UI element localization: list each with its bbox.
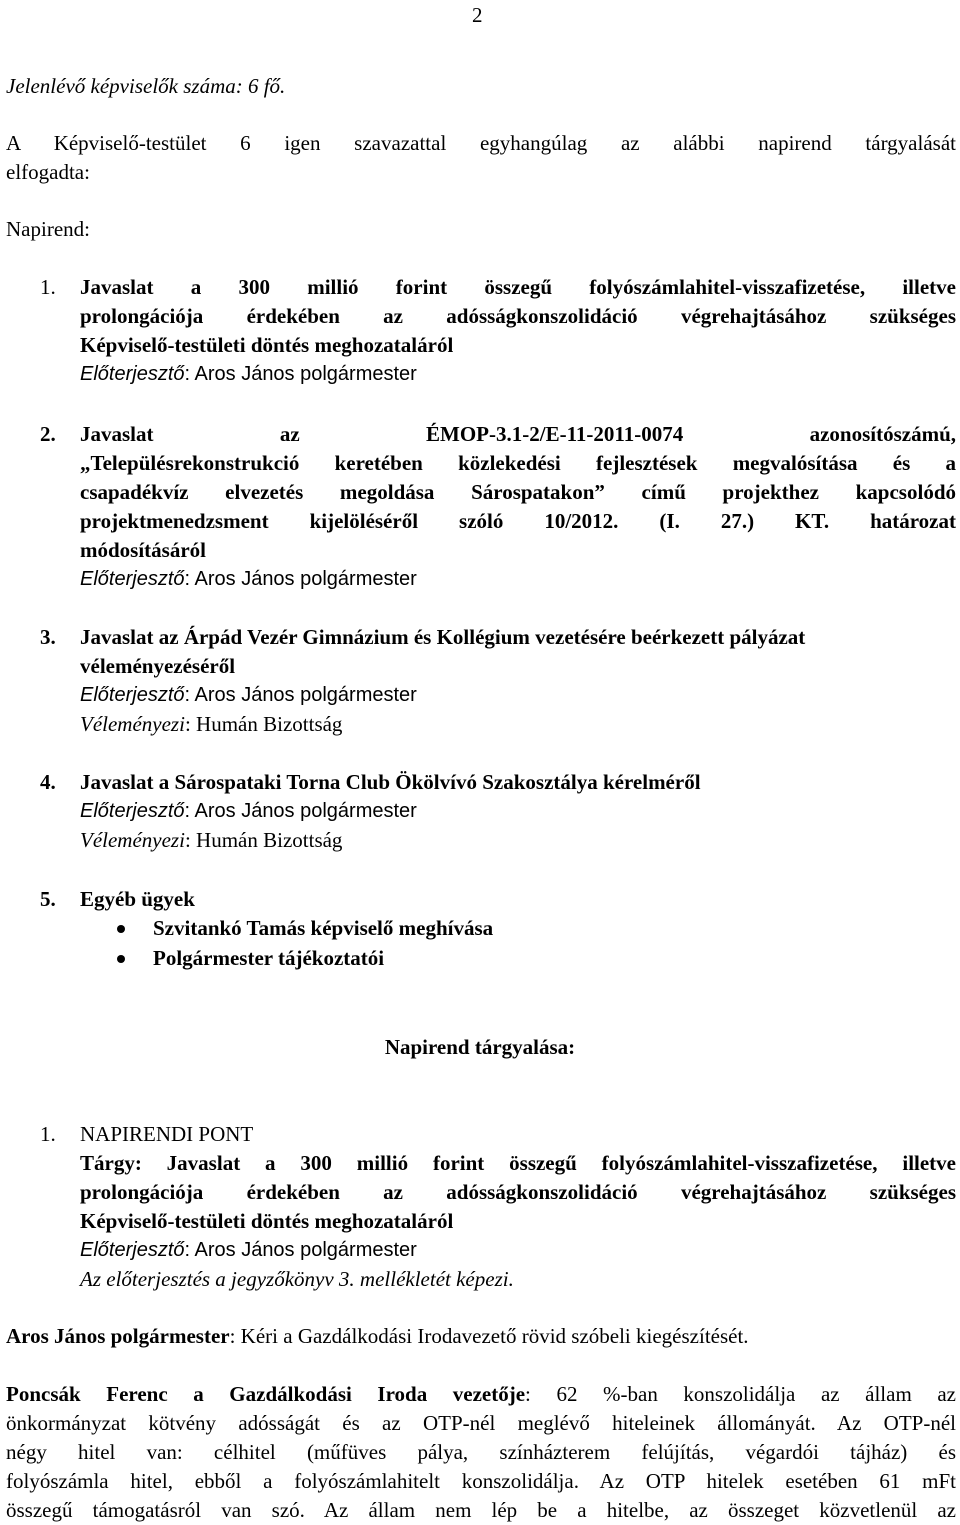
- reviewer-name: : Humán Bizottság: [184, 712, 343, 736]
- agenda-item-presenter: [80, 360, 417, 389]
- agenda-item-title-line: Javaslat az ÉMOP-3.1-2/E-11-2011-0074 azonosítószámú,: [80, 422, 956, 446]
- speaker-text: : 62 %-ban konszolidálja az állam az: [525, 1382, 957, 1406]
- agenda-item-title-line: Javaslat a 300 millió forint összegű folyószámlahitel-visszafizetése, illetve: [80, 275, 956, 299]
- agenda-heading: Napirend:: [6, 217, 90, 241]
- agenda-point-subject-line: Tárgy: Javaslat a 300 millió forint összegű folyószámlahitel-visszafizetése, illetve: [80, 1151, 956, 1175]
- agenda-item-title-line: prolongációja érdekében az adósságkonszolidáció végrehajtásához szükséges: [80, 304, 956, 328]
- agenda-item-number: 2.: [40, 422, 56, 446]
- agenda-point-presenter: [80, 1236, 417, 1265]
- agenda-item-number: 1.: [40, 275, 56, 299]
- paragraph-line: összegű támogatásról van szó. Az állam nem lép be a hitelbe, az összeget közvetlenül az: [6, 1498, 956, 1522]
- agenda-point-subject-line: Képviselő-testületi döntés meghozataláról: [80, 1209, 454, 1233]
- agenda-item-title-line: csapadékvíz elvezetés megoldása Sárospatakon” című projekthez kapcsolódó: [80, 480, 956, 504]
- speaker-name: Aros János polgármester: [6, 1324, 230, 1348]
- presenter-name: : Aros János polgármester: [184, 363, 417, 385]
- page-number: 2: [472, 3, 483, 27]
- agenda-point-label: NAPIRENDI PONT: [80, 1122, 254, 1146]
- attendance-line: Jelenlévő képviselők száma: 6 fő.: [6, 74, 286, 98]
- presenter-name: : Aros János polgármester: [184, 800, 417, 822]
- agenda-point-number: 1.: [40, 1122, 56, 1146]
- presenter-label: Előterjesztő: [80, 363, 185, 385]
- paragraph-line: önkormányzat kötvény adósságát és az OTP-nél meglévő hiteleinek állományát. Az OTP-nél: [6, 1411, 956, 1435]
- agenda-item-title-line: Egyéb ügyek: [80, 887, 195, 911]
- agenda-bullet-item: Polgármester tájékoztatói: [153, 946, 385, 970]
- agenda-item-presenter: [80, 565, 417, 594]
- reviewer-label: Véleményezi: [80, 828, 185, 852]
- speaker-name: Poncsák Ferenc a Gazdálkodási Iroda vezetője: [6, 1382, 526, 1406]
- discussion-heading: Napirend tárgyalása:: [384, 1035, 576, 1059]
- agenda-bullet-item: Szvitankó Tamás képviselő meghívása: [153, 916, 494, 940]
- speaker-text: : Kéri a Gazdálkodási Irodavezető rövid szóbeli kiegészítését.: [229, 1324, 749, 1348]
- presenter-name: : Aros János polgármester: [184, 684, 417, 706]
- agenda-point-subject-line: prolongációja érdekében az adósságkonszolidáció végrehajtásához szükséges: [80, 1180, 956, 1204]
- bullet-icon: [117, 955, 125, 963]
- agenda-item-reviewer: [80, 710, 342, 739]
- agenda-item-title-line: véleményezéséről: [80, 654, 236, 678]
- vote-line-1: A Képviselő-testület 6 igen szavazattal egyhangúlag az alábbi napirend tárgyalását: [6, 131, 956, 155]
- paragraph-line: négy hitel van: célhitel (műfüves pálya, színházterem felújítás, végardói tájház) és: [6, 1440, 956, 1464]
- agenda-item-number: 4.: [40, 770, 56, 794]
- agenda-item-presenter: [80, 681, 417, 710]
- presenter-name: : Aros János polgármester: [184, 1239, 417, 1261]
- presenter-label: Előterjesztő: [80, 568, 185, 590]
- agenda-item-number: 5.: [40, 887, 56, 911]
- presenter-label: Előterjesztő: [80, 1239, 185, 1261]
- presenter-label: Előterjesztő: [80, 800, 185, 822]
- agenda-item-title-line: „Településrekonstrukció keretében közlekedési fejlesztések megvalósítása és a: [80, 451, 956, 475]
- presenter-name: : Aros János polgármester: [184, 568, 417, 590]
- agenda-item-title-line: Javaslat az Árpád Vezér Gimnázium és Kollégium vezetésére beérkezett pályázat: [80, 625, 806, 649]
- bullet-icon: [117, 925, 125, 933]
- paragraph-mayor: [6, 1322, 749, 1351]
- agenda-item-number: 3.: [40, 625, 56, 649]
- agenda-item-title-line: projektmenedzsment kijelöléséről szóló 10/2012. (I. 27.) KT. határozat: [80, 509, 956, 533]
- annex-note: Az előterjesztés a jegyzőkönyv 3. mellékletét képezi.: [80, 1267, 514, 1291]
- reviewer-name: : Humán Bizottság: [184, 828, 343, 852]
- agenda-item-title-line: módosításáról: [80, 538, 206, 562]
- agenda-item-presenter: [80, 797, 417, 826]
- paragraph-line: folyószámla hitel, ebből a folyószámlahitelt konszolidálja. Az OTP hitelek esetében 61 mFt: [6, 1469, 956, 1493]
- paragraph-line: [6, 1380, 956, 1409]
- presenter-label: Előterjesztő: [80, 684, 185, 706]
- agenda-item-title-line: Javaslat a Sárospataki Torna Club Ökölvívó Szakosztálya kérelméről: [80, 770, 701, 794]
- agenda-item-title-line: Képviselő-testületi döntés meghozataláról: [80, 333, 454, 357]
- agenda-item-reviewer: [80, 826, 342, 855]
- vote-line-2: elfogadta:: [6, 160, 90, 184]
- reviewer-label: Véleményezi: [80, 712, 185, 736]
